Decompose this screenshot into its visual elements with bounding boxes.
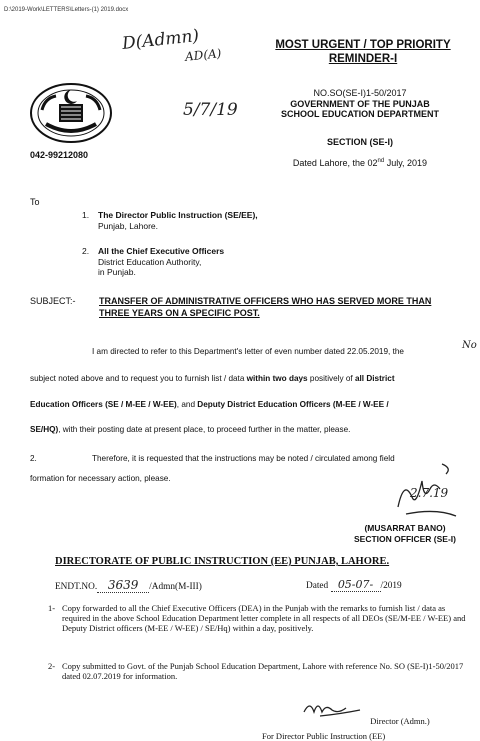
para1-line2: subject noted above and to request you to furnish list / data within two days positively of all District <box>30 374 395 383</box>
dpi-heading: DIRECTORATE OF PUBLIC INSTRUCTION (EE) PUNJAB, LAHORE. <box>55 556 390 567</box>
para1-line3: Education Officers (SE / M-EE / W-EE), and Deputy District Education Officers (M-EE / W-EE / <box>30 400 389 409</box>
handwritten-signature-date: 2.7.19 <box>410 486 449 500</box>
para1-line4: SE/HQ), with their posting date at present place, to proceed further in the matter, please. <box>30 425 351 434</box>
letter-date: Dated Lahore, the 02nd July, 2019 <box>292 158 428 168</box>
signatory-title: SECTION OFFICER (SE-I) <box>354 534 456 544</box>
handwritten-margin-note: No <box>462 340 477 351</box>
director-title: Director (Admn.) <box>370 716 430 726</box>
recipient-2: 2. All the Chief Executive Officers District Education Authority, in Punjab. <box>82 246 225 277</box>
priority-line-1: MOST URGENT / TOP PRIORITY <box>275 39 451 51</box>
copy-item-2: 2- Copy submitted to Govt. of the Punjab School Education Department, Lahore with reference No. SO (SE-I)1-50/2017 dated 02.07.2019 for information. <box>48 661 464 682</box>
priority-line-2: REMINDER-I <box>328 53 398 65</box>
department-name: SCHOOL EDUCATION DEPARTMENT <box>280 109 439 119</box>
priority-heading <box>258 38 468 66</box>
endorsement-number: ENDT.NO. 3639 /Admn(M-III) <box>55 578 202 592</box>
handwritten-ad-note: AD(A) <box>184 46 222 64</box>
subject-text: TRANSFER OF ADMINISTRATIVE OFFICERS WHO HAS SERVED MORE THAN THREE YEARS ON A SPECIFIC POST. <box>99 296 432 318</box>
handwritten-date-note: 5/7/19 <box>183 100 238 120</box>
signatory-block <box>340 523 470 545</box>
to-label: To <box>30 197 40 207</box>
handwritten-admn-note: D(Admn) <box>121 26 200 54</box>
government-name: GOVERNMENT OF THE PUNJAB <box>290 98 430 109</box>
government-of-punjab-seal-icon <box>28 82 114 144</box>
para2-line1: 2. Therefore, it is requested that the instructions may be noted / circulated among field <box>30 454 395 463</box>
endorsement-date: Dated 05-07- /2019 <box>306 578 402 591</box>
para1-line1: I am directed to refer to this Department's letter of even number dated 22.05.2019, the <box>92 347 404 356</box>
reference-number: NO.SO(SE-I)1-50/2017 <box>313 88 407 98</box>
phone-number: 042-99212080 <box>30 150 89 160</box>
file-path: D:\2019-Work\LETTERS\Letters-(1) 2019.docx <box>4 7 129 13</box>
letter-header <box>240 88 480 120</box>
recipient-1: 1. The Director Public Instruction (SE/EE), Punjab, Lahore. <box>82 210 258 231</box>
subject-label: SUBJECT:- <box>30 296 76 306</box>
copy-item-1: 1- Copy forwarded to all the Chief Executive Officers (DEA) in the Punjab with the remarks to furnish list / data as required in the above School Education Department letter complete in all respects of all DEOs (SE/M-EE / W-EE) and Deputy District officers (M-EE / W-EE) / SE/Hq) within a day, positively. <box>48 603 466 634</box>
for-director-line: For Director Public Instruction (EE) <box>262 731 386 741</box>
section-name: SECTION (SE-I) <box>326 137 393 147</box>
signatory-name: (MUSARRAT BANO) <box>364 523 446 533</box>
para2-line2: formation for necessary action, please. <box>30 474 171 483</box>
